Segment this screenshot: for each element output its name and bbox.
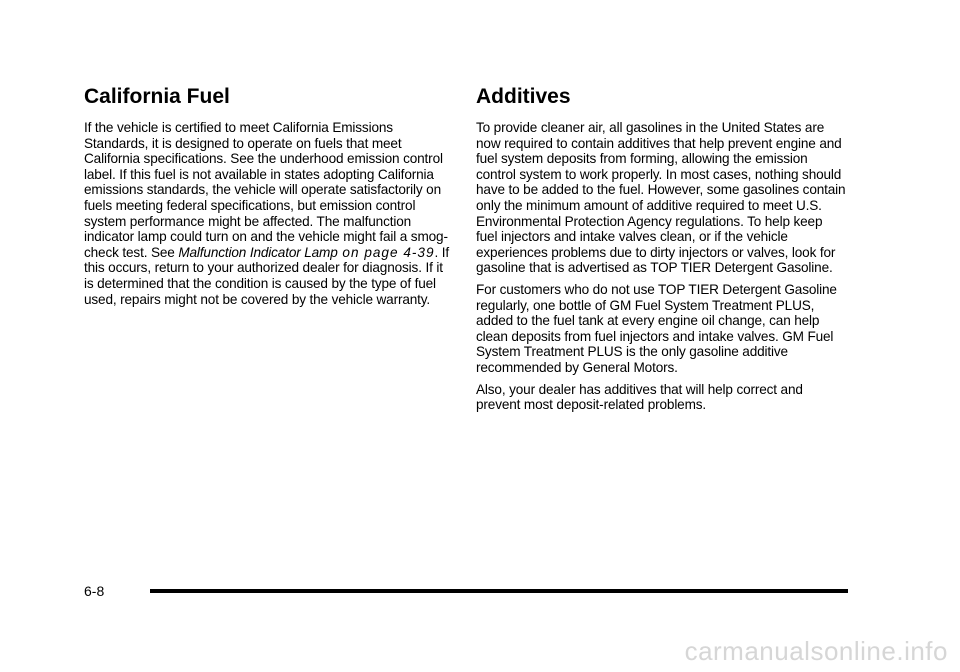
additives-paragraph-3: Also, your dealer has additives that will help correct and prevent most deposit-related problems.	[476, 381, 803, 413]
watermark: carmanualsonline.info	[684, 636, 948, 666]
footer-rule	[150, 589, 848, 593]
body-text-before-reference: If the vehicle is certified to meet California Emissions Standards, it is designed to operate on fuels that meet California specifications. See the underhood emission control label. If this fuel is not available in states adopting California emissions standards, the vehicle will operate satisfactorily on fuels meeting federal specifications, but emission control system performance might be affected. The malfunction indicator lamp could turn on and the vehicle might fail a smog-check test. See	[84, 120, 448, 260]
section-title-additives: Additives	[476, 85, 571, 108]
cross-reference-title: Malfunction Indicator Lamp	[178, 244, 338, 260]
additives-section	[476, 84, 846, 419]
page-number: 6-8	[84, 583, 105, 599]
additives-paragraph-2: For customers who do not use TOP TIER Detergent Gasoline regularly, one bottle of GM Fuel System Treatment PLUS, added to the fuel tank at every engine oil change, can help clean deposits from fuel injectors and intake valves. GM Fuel System Treatment PLUS is the only gasoline additive recommended by General Motors.	[476, 281, 837, 375]
cross-reference-link[interactable]	[178, 245, 434, 260]
cross-reference-page: on page 4‑39	[337, 244, 435, 260]
additives-paragraph-1: To provide cleaner air, all gasolines in the United States are now required to contain additives that help prevent engine and fuel system deposits from forming, allowing the emission control system to work properly. In most cases, nothing should have to be added to the fuel. However, some gasolines contain only the minimum amount of additive required to meet U.S. Environmental Protection Agency regulations. To help keep fuel injectors and intake valves clean, or if the vehicle experiences problems due to dirty injectors or valves, look for gasoline that is advertised as TOP TIER Detergent Gasoline.	[476, 120, 846, 276]
california-fuel-section	[84, 84, 454, 313]
body-text-after-reference: . If this occurs, return to your authorized dealer for diagnosis. If it is determined that the condition is caused by the type of fuel used, repairs might not be covered by the vehicle warranty.	[84, 244, 450, 307]
california-fuel-body	[84, 120, 454, 307]
section-title-california-fuel: California Fuel	[84, 85, 230, 108]
